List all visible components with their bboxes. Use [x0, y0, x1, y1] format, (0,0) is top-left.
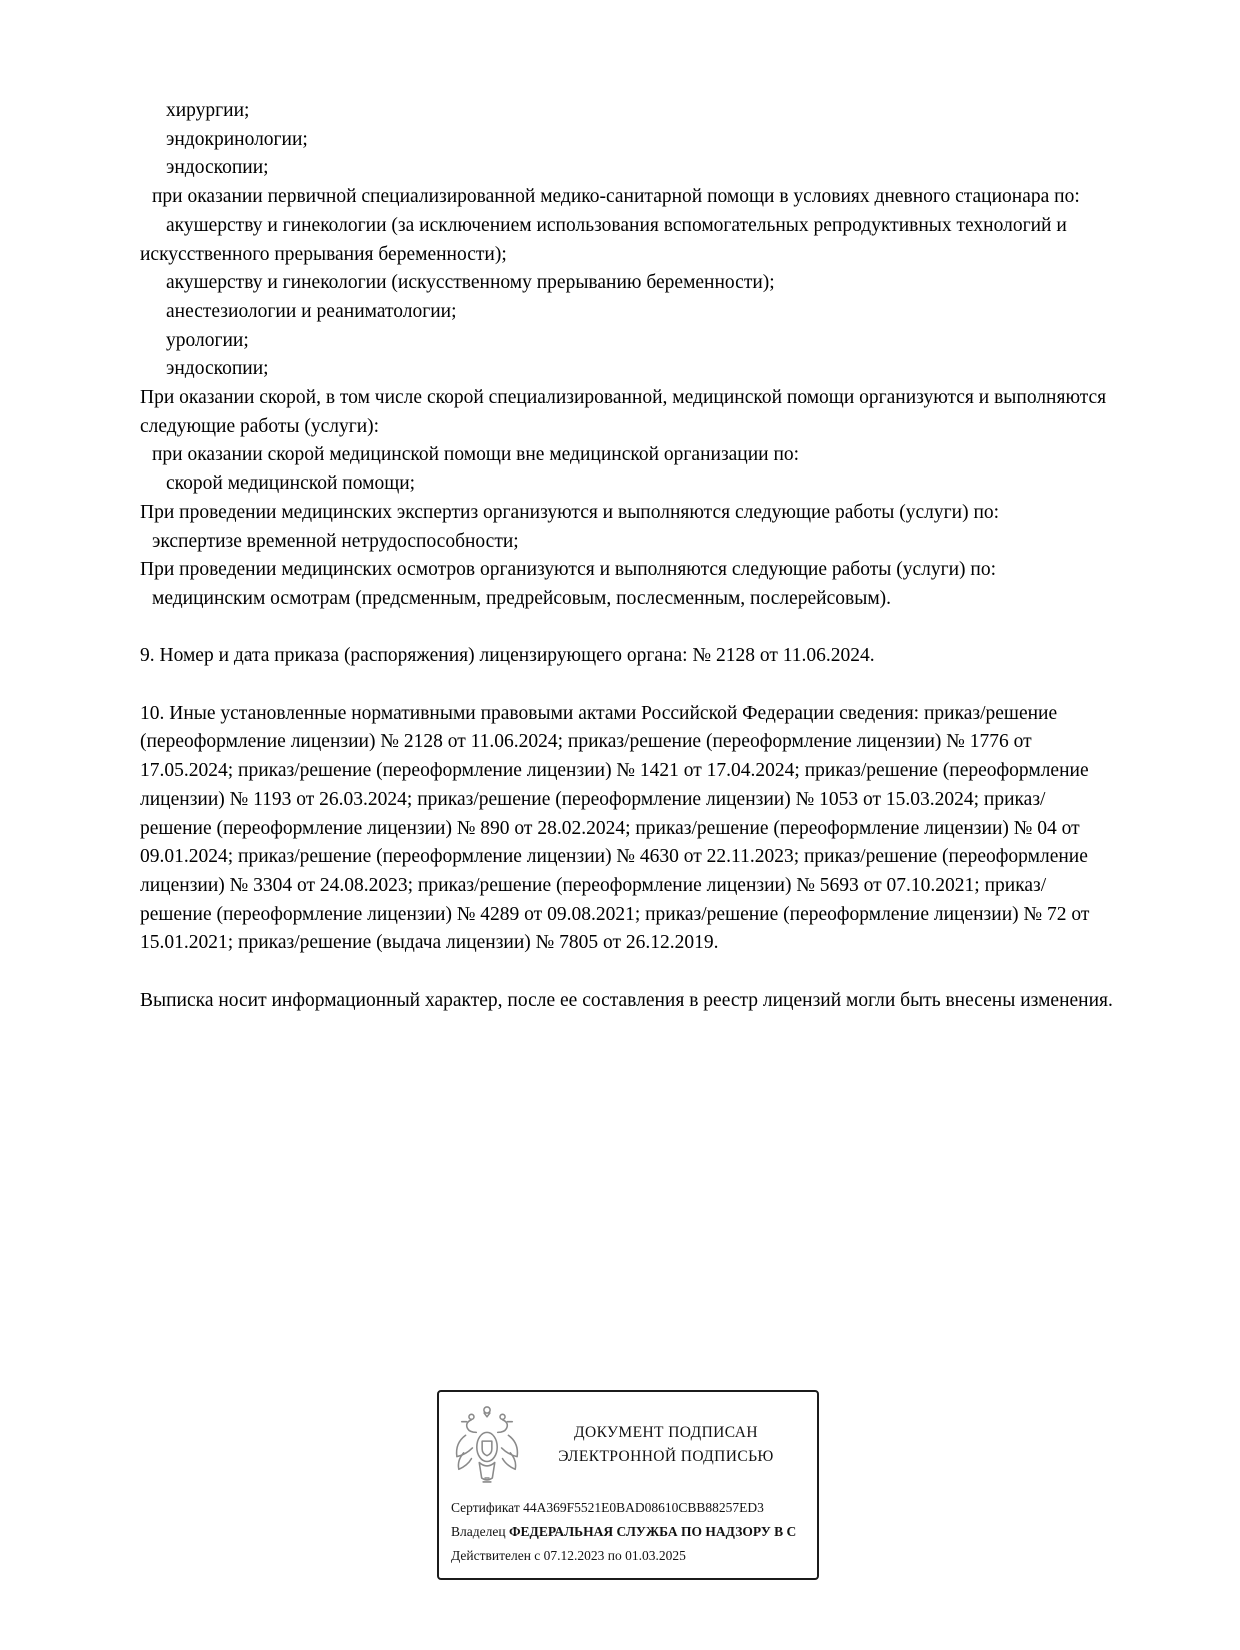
paragraph: экспертизе временной нетрудоспособности;	[152, 530, 519, 552]
paragraph: акушерству и гинекологии (за исключением использования вспомогательных репродуктивных технологий и искусственного прерывания беременности);	[140, 214, 1067, 265]
paragraph: эндоскопии;	[166, 157, 269, 179]
owner-line	[451, 1520, 817, 1544]
paragraph: при оказании первичной специализированной медико-санитарной помощи в условиях дневного стационара по:	[152, 186, 1080, 208]
certificate-line	[451, 1496, 817, 1520]
paragraph: акушерству и гинекологии (искусственному прерыванию беременности);	[166, 272, 775, 294]
signature-stamp	[437, 1390, 819, 1580]
paragraph: Выписка носит информационный характер, после ее составления в реестр лицензий могли быть внесены изменения.	[140, 989, 1113, 1011]
signature-header	[451, 1402, 817, 1496]
certificate-label: Сертификат	[451, 1500, 520, 1515]
signature-details	[451, 1496, 817, 1568]
paragraph: урологии;	[166, 329, 249, 351]
certificate-value: 44A369F5521E0BAD08610CBB88257ED3	[523, 1500, 764, 1515]
paragraph: эндокринологии;	[166, 128, 308, 150]
paragraph: хирургии;	[166, 100, 250, 121]
paragraph: анестезиологии и реаниматологии;	[166, 300, 457, 322]
owner-label: Владелец	[451, 1524, 506, 1539]
document-body	[140, 97, 1117, 1015]
paragraph: медицинским осмотрам (предсменным, предрейсовым, послесменным, послерейсовым).	[152, 587, 892, 609]
paragraph: эндоскопии;	[166, 358, 269, 380]
signature-title-line2: ЭЛЕКТРОННОЙ ПОДПИСЬЮ	[558, 1448, 774, 1465]
paragraph: 10. Иные установленные нормативными правовыми актами Российской Федерации сведения: приказ/решение (переоформление лицензии) № 2128 от 11.06.2024; приказ/решение (переоформление лицензии) № 1776 от 17.05.2024; приказ/решение (переоформление лицензии) № 1421 от 17.04.2024; приказ/решение (переоформление лицензии) № 1193 от 26.03.2024; приказ/решение (переоформление лицензии) № 1053 от 15.03.2024; приказ/решение (переоформление лицензии) № 890 от 28.02.2024; приказ/решение (переоформление лицензии) № 04 от 09.01.2024; приказ/решение (переоформление лицензии) № 4630 от 22.11.2023; приказ/решение (переоформление лицензии) № 3304 от 24.08.2023; приказ/решение (переоформление лицензии) № 5693 от 07.10.2021; приказ/решение (переоформление лицензии) № 4289 от 09.08.2021; приказ/решение (переоформление лицензии) № 72 от 15.01.2021; приказ/решение (выдача лицензии) № 7805 от 26.12.2019.	[140, 702, 1090, 954]
double-headed-eagle-icon	[453, 1404, 521, 1486]
paragraph: При проведении медицинских осмотров организуются и выполняются следующие работы (услуги) по:	[140, 559, 996, 581]
paragraph: При оказании скорой, в том числе скорой специализированной, медицинской помощи организуются и выполняются следующие работы (услуги):	[140, 387, 1107, 437]
paragraph: При проведении медицинских экспертиз организуются и выполняются следующие работы (услуги) по:	[140, 501, 1000, 523]
validity-line: Действителен с 07.12.2023 по 01.03.2025	[451, 1548, 686, 1563]
signature-title-line1: ДОКУМЕНТ ПОДПИСАН	[574, 1423, 758, 1441]
paragraph: скорой медицинской помощи;	[166, 473, 416, 495]
owner-value: ФЕДЕРАЛЬНАЯ СЛУЖБА ПО НАДЗОРУ В С	[508, 1524, 797, 1539]
paragraph: при оказании скорой медицинской помощи вне медицинской организации по:	[152, 444, 800, 466]
paragraph: 9. Номер и дата приказа (распоряжения) лицензирующего органа: № 2128 от 11.06.2024.	[140, 645, 875, 667]
signature-title	[535, 1421, 811, 1469]
